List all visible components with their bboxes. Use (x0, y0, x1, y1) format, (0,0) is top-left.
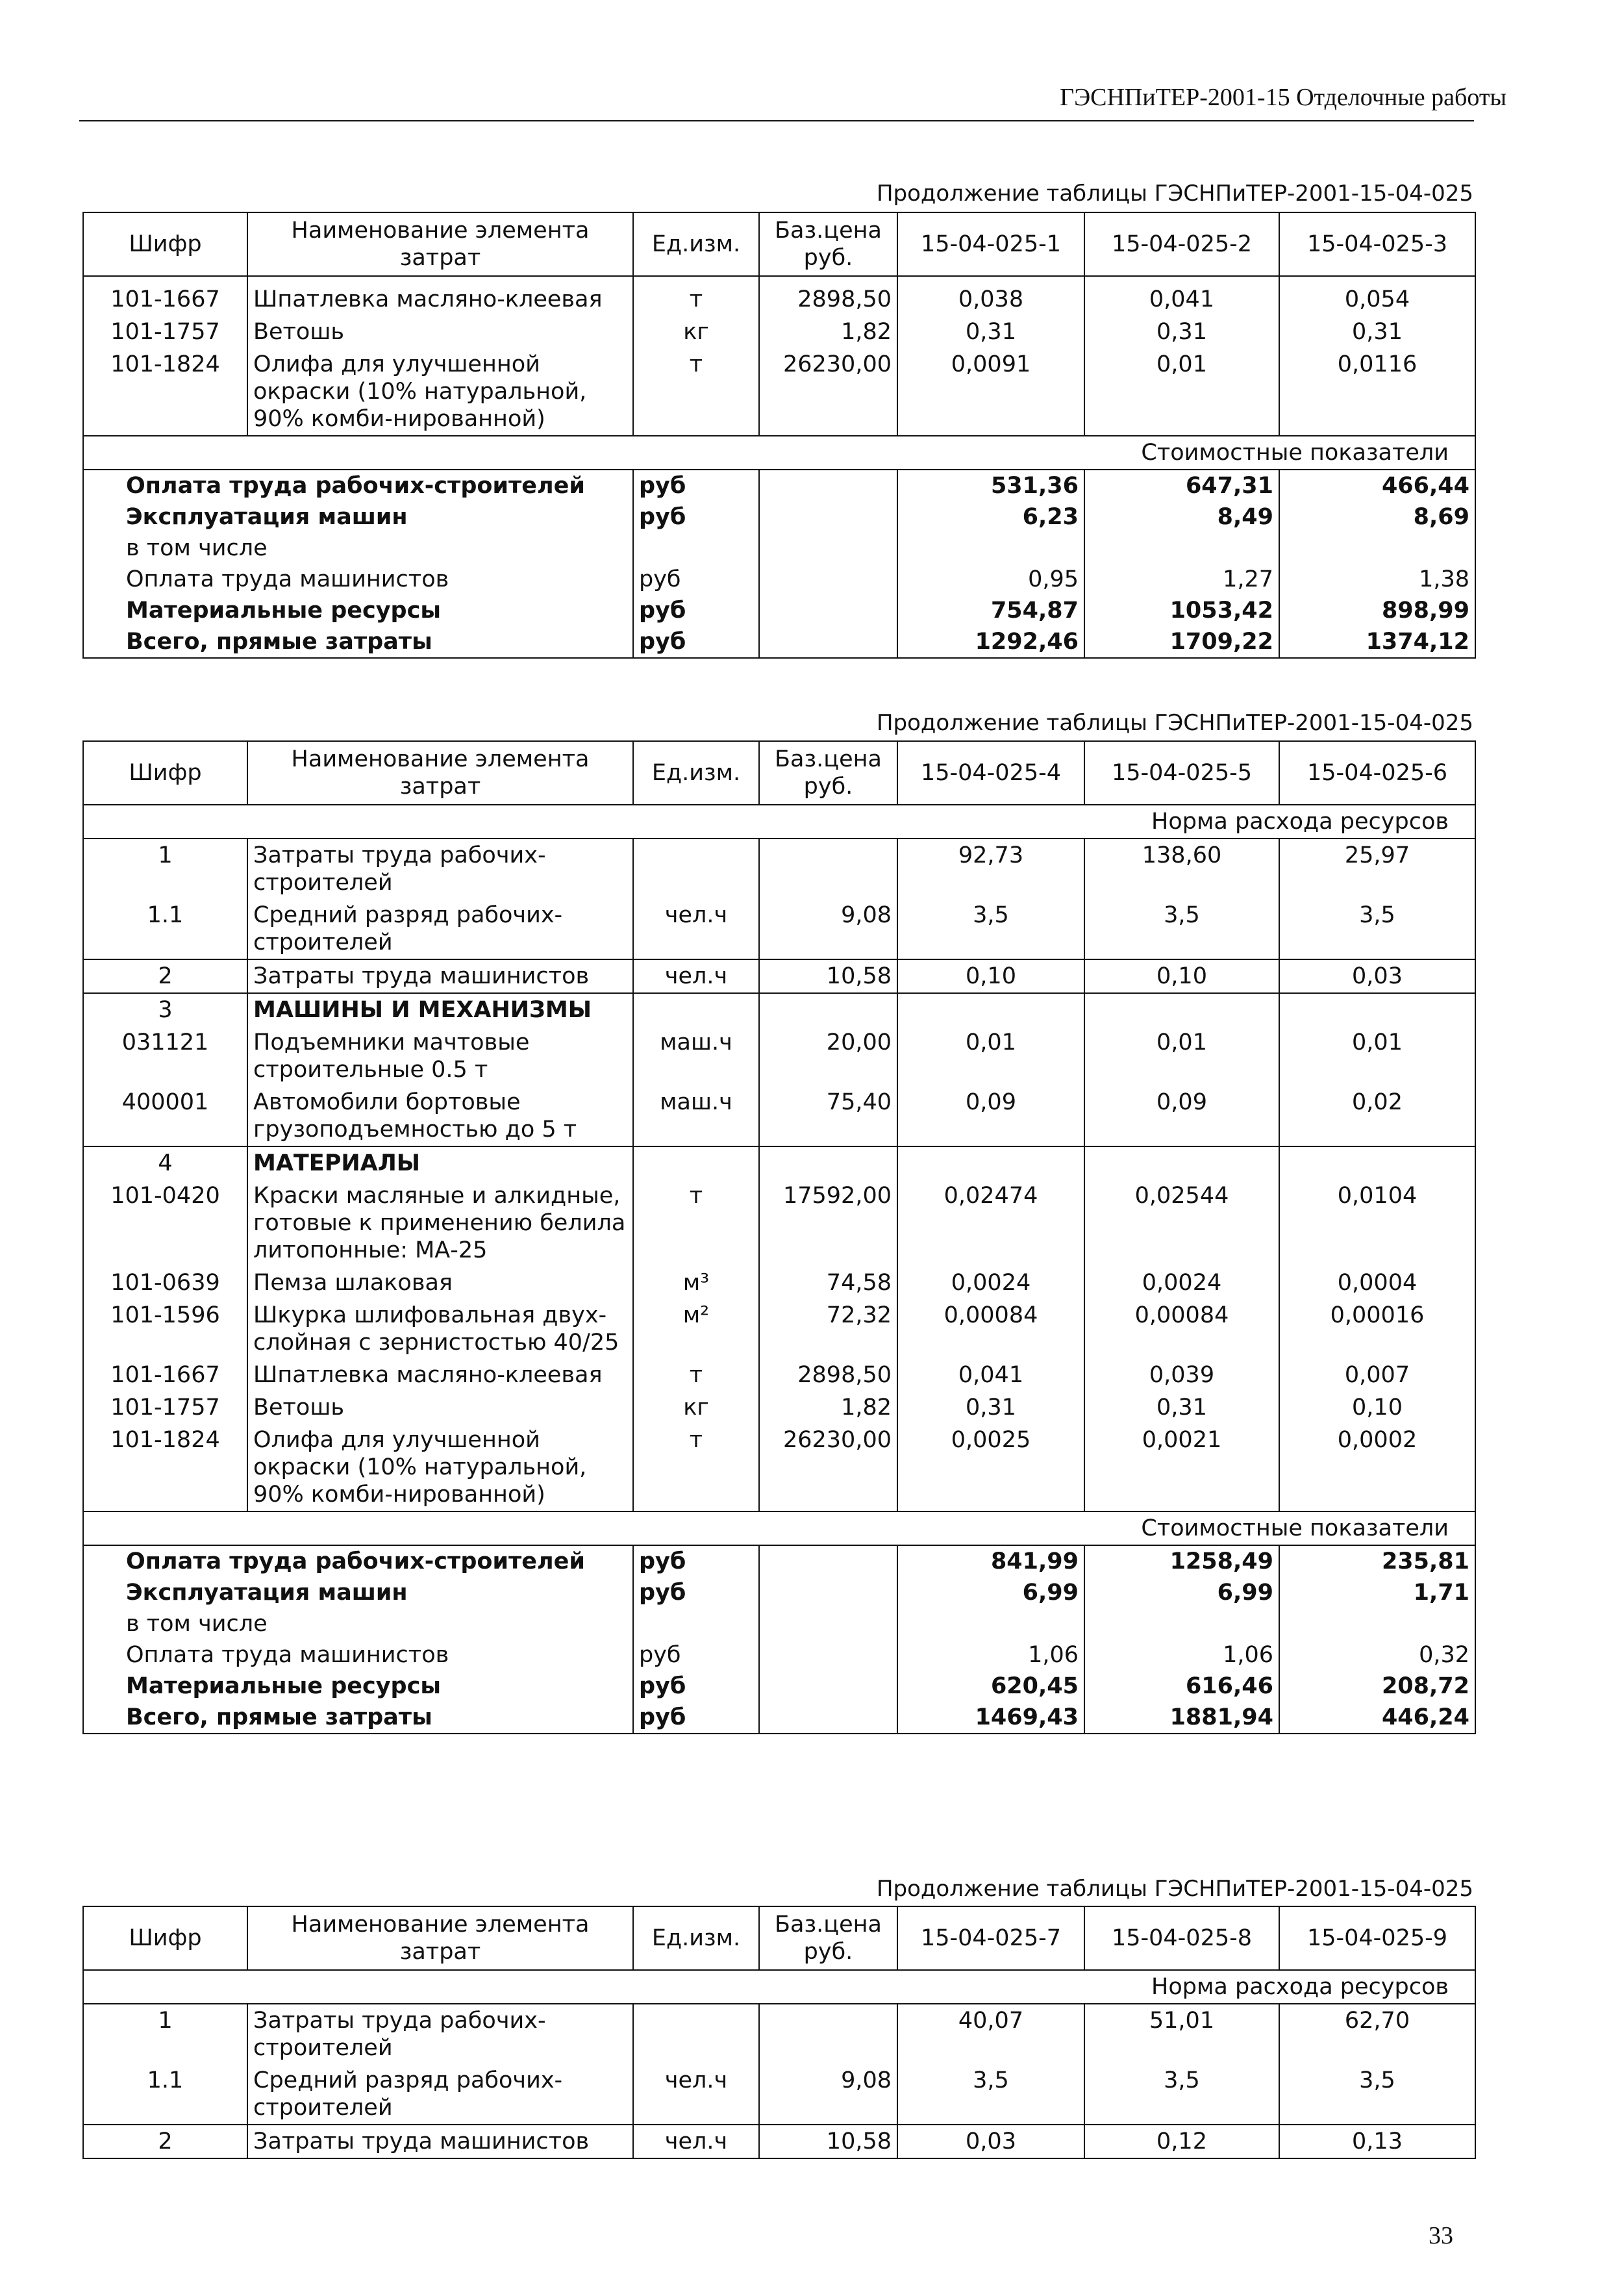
cost-name: Оплата труда рабочих-строителей (83, 470, 633, 501)
cost-row (83, 595, 1475, 626)
cost-name: Оплата труда машинистов (83, 1639, 633, 1671)
row-value-3: 0,007 (1279, 1359, 1475, 1391)
row-price: 10,58 (759, 2125, 897, 2158)
row-value-1: 40,07 (897, 2004, 1084, 2064)
cost-value-1: 0,95 (897, 564, 1084, 595)
row-value-3: 3,5 (1279, 899, 1475, 959)
cost-name: Оплата труда машинистов (83, 564, 633, 595)
row-price (759, 2004, 897, 2064)
row-value-2 (1084, 1146, 1279, 1180)
cost-unit: руб (633, 1545, 759, 1577)
cost-unit: руб (633, 470, 759, 501)
table3-caption: Продолжение таблицы ГЭСНПиТЕР-2001-15-04-025 (876, 1876, 1473, 1902)
row-code: 101-1667 (83, 276, 247, 316)
row-value-2: 0,10 (1084, 959, 1279, 993)
cost-unit: руб (633, 1702, 759, 1734)
col-header-name: Наименование элемента затрат (247, 741, 633, 805)
table-row (83, 1424, 1475, 1511)
row-name: Автомобили бортовые грузоподъемностью до 5 т (247, 1086, 633, 1146)
col-header-unit: Ед.изм. (633, 1906, 759, 1970)
row-code: 1.1 (83, 2064, 247, 2125)
table-row (83, 348, 1475, 436)
cost-price-empty (759, 564, 897, 595)
row-value-1: 92,73 (897, 839, 1084, 899)
resource-table-3 (82, 1906, 1476, 2159)
row-unit: маш.ч (633, 1086, 759, 1146)
row-price (759, 993, 897, 1026)
row-value-1: 0,10 (897, 959, 1084, 993)
row-price: 10,58 (759, 959, 897, 993)
table-row (83, 993, 1475, 1026)
cost-value-1: 754,87 (897, 595, 1084, 626)
row-name: Ветошь (247, 316, 633, 348)
row-unit: кг (633, 1391, 759, 1424)
cost-banner-row (83, 436, 1475, 470)
row-name: Шпатлевка масляно-клеевая (247, 276, 633, 316)
row-code: 1 (83, 2004, 247, 2064)
row-price: 1,82 (759, 1391, 897, 1424)
row-value-3: 25,97 (1279, 839, 1475, 899)
cost-row (83, 470, 1475, 501)
row-value-2: 0,09 (1084, 1086, 1279, 1146)
row-unit: чел.ч (633, 2125, 759, 2158)
row-code: 101-1596 (83, 1299, 247, 1359)
cost-unit: руб (633, 626, 759, 658)
cost-unit (633, 533, 759, 564)
cost-value-2: 8,49 (1084, 501, 1279, 533)
row-price: 74,58 (759, 1267, 897, 1299)
cost-value-2: 1709,22 (1084, 626, 1279, 658)
row-value-3: 0,054 (1279, 276, 1475, 316)
col-header-code: Шифр (83, 1906, 247, 1970)
row-unit: м² (633, 1299, 759, 1359)
cost-value-1: 531,36 (897, 470, 1084, 501)
row-price: 2898,50 (759, 276, 897, 316)
row-code: 1 (83, 839, 247, 899)
col-header-code-2: 15-04-025-5 (1084, 741, 1279, 805)
col-header-unit: Ед.изм. (633, 212, 759, 276)
row-value-1: 0,31 (897, 1391, 1084, 1424)
page-number: 33 (1429, 2222, 1453, 2249)
row-price: 26230,00 (759, 348, 897, 436)
table-row (83, 1359, 1475, 1391)
row-price: 9,08 (759, 2064, 897, 2125)
row-value-1: 0,041 (897, 1359, 1084, 1391)
row-name: Затраты труда машинистов (247, 2125, 633, 2158)
row-value-1: 0,0091 (897, 348, 1084, 436)
row-value-3: 0,01 (1279, 1026, 1475, 1086)
cost-unit: руб (633, 595, 759, 626)
row-name: Краски масляные и алкидные, готовые к применению белила литопонные: МА-25 (247, 1180, 633, 1267)
cost-value-2 (1084, 533, 1279, 564)
cost-unit: руб (633, 501, 759, 533)
row-value-2: 0,041 (1084, 276, 1279, 316)
row-code: 4 (83, 1146, 247, 1180)
row-name: Шкурка шлифовальная двух-слойная с зернистостью 40/25 (247, 1299, 633, 1359)
row-unit: маш.ч (633, 1026, 759, 1086)
row-value-2: 0,0021 (1084, 1424, 1279, 1511)
row-name: МАТЕРИАЛЫ (247, 1146, 633, 1180)
cost-row (83, 1639, 1475, 1671)
row-value-1 (897, 1146, 1084, 1180)
row-code: 400001 (83, 1086, 247, 1146)
cost-name: Материальные ресурсы (83, 595, 633, 626)
cost-row (83, 1702, 1475, 1734)
col-header-name: Наименование элемента затрат (247, 212, 633, 276)
row-value-3 (1279, 993, 1475, 1026)
row-value-2: 0,01 (1084, 1026, 1279, 1086)
norm-banner: Норма расхода ресурсов (83, 1970, 1475, 2004)
row-value-1: 0,31 (897, 316, 1084, 348)
table-row (83, 1146, 1475, 1180)
cost-value-3: 0,32 (1279, 1639, 1475, 1671)
row-value-1: 0,03 (897, 2125, 1084, 2158)
row-price: 75,40 (759, 1086, 897, 1146)
cost-unit: руб (633, 564, 759, 595)
row-unit: т (633, 1180, 759, 1267)
row-value-1: 3,5 (897, 899, 1084, 959)
cost-value-2: 1053,42 (1084, 595, 1279, 626)
cost-row (83, 1577, 1475, 1608)
cost-unit: руб (633, 1577, 759, 1608)
row-value-3: 0,00016 (1279, 1299, 1475, 1359)
col-header-code-1: 15-04-025-1 (897, 212, 1084, 276)
row-value-2: 0,039 (1084, 1359, 1279, 1391)
row-value-1: 0,0024 (897, 1267, 1084, 1299)
cost-unit (633, 1608, 759, 1639)
row-price: 9,08 (759, 899, 897, 959)
cost-value-3: 466,44 (1279, 470, 1475, 501)
row-price (759, 1146, 897, 1180)
cost-row (83, 1608, 1475, 1639)
row-unit: кг (633, 316, 759, 348)
col-header-price: Баз.цена руб. (759, 212, 897, 276)
cost-row (83, 1545, 1475, 1577)
row-code: 3 (83, 993, 247, 1026)
cost-value-2: 1,27 (1084, 564, 1279, 595)
col-header-code-2: 15-04-025-8 (1084, 1906, 1279, 1970)
cost-price-empty (759, 501, 897, 533)
row-unit: чел.ч (633, 2064, 759, 2125)
row-value-1: 0,02474 (897, 1180, 1084, 1267)
row-code: 101-1667 (83, 1359, 247, 1391)
row-value-2: 0,00084 (1084, 1299, 1279, 1359)
row-name: Подъемники мачтовые строительные 0.5 т (247, 1026, 633, 1086)
table-row (83, 276, 1475, 316)
row-code: 031121 (83, 1026, 247, 1086)
row-price: 1,82 (759, 316, 897, 348)
col-header-price: Баз.цена руб. (759, 741, 897, 805)
table1-caption: Продолжение таблицы ГЭСНПиТЕР-2001-15-04-025 (876, 181, 1473, 207)
cost-value-2: 6,99 (1084, 1577, 1279, 1608)
row-code: 101-1824 (83, 348, 247, 436)
row-value-3: 0,03 (1279, 959, 1475, 993)
cost-value-2: 647,31 (1084, 470, 1279, 501)
header-rule (79, 120, 1474, 121)
cost-value-2: 1258,49 (1084, 1545, 1279, 1577)
cost-price-empty (759, 1577, 897, 1608)
cost-value-3: 446,24 (1279, 1702, 1475, 1734)
row-value-3: 0,0104 (1279, 1180, 1475, 1267)
row-price: 26230,00 (759, 1424, 897, 1511)
cost-value-3: 1,38 (1279, 564, 1475, 595)
table-row (83, 959, 1475, 993)
cost-value-2: 1,06 (1084, 1639, 1279, 1671)
row-unit: чел.ч (633, 959, 759, 993)
header-row (83, 741, 1475, 805)
row-name: Средний разряд рабочих-строителей (247, 2064, 633, 2125)
table-row (83, 899, 1475, 959)
row-name: Затраты труда рабочих-строителей (247, 2004, 633, 2064)
row-code: 101-0420 (83, 1180, 247, 1267)
col-header-unit: Ед.изм. (633, 741, 759, 805)
cost-value-1 (897, 533, 1084, 564)
table2-caption: Продолжение таблицы ГЭСНПиТЕР-2001-15-04-025 (876, 710, 1473, 736)
header-row (83, 1906, 1475, 1970)
row-code: 101-0639 (83, 1267, 247, 1299)
row-code: 101-1757 (83, 1391, 247, 1424)
cost-value-1: 6,99 (897, 1577, 1084, 1608)
row-unit: чел.ч (633, 899, 759, 959)
col-header-code: Шифр (83, 212, 247, 276)
cost-price-empty (759, 1608, 897, 1639)
row-code: 2 (83, 2125, 247, 2158)
row-price: 72,32 (759, 1299, 897, 1359)
row-name: Средний разряд рабочих-строителей (247, 899, 633, 959)
row-unit: т (633, 1424, 759, 1511)
cost-value-3: 208,72 (1279, 1671, 1475, 1702)
table-row (83, 1180, 1475, 1267)
cost-value-2: 1881,94 (1084, 1702, 1279, 1734)
row-value-1: 0,01 (897, 1026, 1084, 1086)
row-price (759, 839, 897, 899)
col-header-code-2: 15-04-025-2 (1084, 212, 1279, 276)
row-value-3: 62,70 (1279, 2004, 1475, 2064)
row-value-2: 3,5 (1084, 2064, 1279, 2125)
cost-unit: руб (633, 1671, 759, 1702)
header-row (83, 212, 1475, 276)
table-row (83, 839, 1475, 899)
row-code: 101-1824 (83, 1424, 247, 1511)
table-row (83, 1086, 1475, 1146)
cost-name: Всего, прямые затраты (83, 1702, 633, 1734)
row-code: 2 (83, 959, 247, 993)
row-value-3: 0,13 (1279, 2125, 1475, 2158)
cost-row (83, 533, 1475, 564)
col-header-code-3: 15-04-025-3 (1279, 212, 1475, 276)
row-value-2: 51,01 (1084, 2004, 1279, 2064)
table-row (83, 1026, 1475, 1086)
row-value-3 (1279, 1146, 1475, 1180)
table-row (83, 1299, 1475, 1359)
cost-value-3: 1,71 (1279, 1577, 1475, 1608)
cost-name: Оплата труда рабочих-строителей (83, 1545, 633, 1577)
row-price: 20,00 (759, 1026, 897, 1086)
row-value-2: 0,01 (1084, 348, 1279, 436)
col-header-code: Шифр (83, 741, 247, 805)
cost-value-1: 620,45 (897, 1671, 1084, 1702)
cost-banner: Стоимостные показатели (83, 1511, 1475, 1545)
cost-name: Всего, прямые затраты (83, 626, 633, 658)
row-unit (633, 993, 759, 1026)
row-value-3: 0,02 (1279, 1086, 1475, 1146)
row-code: 1.1 (83, 899, 247, 959)
table-row (83, 1391, 1475, 1424)
row-value-1 (897, 993, 1084, 1026)
col-header-price: Баз.цена руб. (759, 1906, 897, 1970)
cost-value-3 (1279, 533, 1475, 564)
norm-banner: Норма расхода ресурсов (83, 805, 1475, 839)
row-value-1: 0,0025 (897, 1424, 1084, 1511)
row-value-2 (1084, 993, 1279, 1026)
row-name: Затраты труда машинистов (247, 959, 633, 993)
cost-price-empty (759, 1702, 897, 1734)
col-header-name: Наименование элемента затрат (247, 1906, 633, 1970)
cost-unit: руб (633, 1639, 759, 1671)
row-value-2: 0,31 (1084, 1391, 1279, 1424)
row-price: 17592,00 (759, 1180, 897, 1267)
row-value-3: 3,5 (1279, 2064, 1475, 2125)
cost-row (83, 1671, 1475, 1702)
row-value-1: 3,5 (897, 2064, 1084, 2125)
cost-row (83, 501, 1475, 533)
row-value-1: 0,00084 (897, 1299, 1084, 1359)
cost-name: Эксплуатация машин (83, 501, 633, 533)
row-unit: т (633, 276, 759, 316)
table-row (83, 2064, 1475, 2125)
running-header: ГЭСНПиТЕР-2001-15 Отделочные работы (1060, 84, 1506, 111)
row-value-3: 0,0004 (1279, 1267, 1475, 1299)
cost-value-1: 1,06 (897, 1639, 1084, 1671)
resource-table-1 (82, 212, 1476, 659)
row-name: Шпатлевка масляно-клеевая (247, 1359, 633, 1391)
row-unit: т (633, 1359, 759, 1391)
cost-price-empty (759, 470, 897, 501)
cost-name: в том числе (83, 533, 633, 564)
norm-banner-row (83, 1970, 1475, 2004)
cost-name: Эксплуатация машин (83, 1577, 633, 1608)
row-unit: т (633, 348, 759, 436)
cost-value-1 (897, 1608, 1084, 1639)
row-name: Олифа для улучшенной окраски (10% натуральной, 90% комби-нированной) (247, 1424, 633, 1511)
cost-banner: Стоимостные показатели (83, 436, 1475, 470)
table-row (83, 316, 1475, 348)
row-unit (633, 2004, 759, 2064)
norm-banner-row (83, 805, 1475, 839)
cost-name: в том числе (83, 1608, 633, 1639)
cost-value-2: 616,46 (1084, 1671, 1279, 1702)
cost-value-2 (1084, 1608, 1279, 1639)
row-value-3: 0,0002 (1279, 1424, 1475, 1511)
cost-value-3: 1374,12 (1279, 626, 1475, 658)
row-value-2: 3,5 (1084, 899, 1279, 959)
row-value-2: 0,12 (1084, 2125, 1279, 2158)
cost-price-empty (759, 1639, 897, 1671)
cost-value-1: 841,99 (897, 1545, 1084, 1577)
cost-value-1: 6,23 (897, 501, 1084, 533)
row-value-2: 0,0024 (1084, 1267, 1279, 1299)
cost-value-3: 235,81 (1279, 1545, 1475, 1577)
col-header-code-1: 15-04-025-4 (897, 741, 1084, 805)
cost-price-empty (759, 626, 897, 658)
cost-banner-row (83, 1511, 1475, 1545)
table-row (83, 2004, 1475, 2064)
row-value-1: 0,09 (897, 1086, 1084, 1146)
table-row (83, 1267, 1475, 1299)
cost-price-empty (759, 1671, 897, 1702)
cost-row (83, 564, 1475, 595)
row-unit (633, 1146, 759, 1180)
row-name: МАШИНЫ И МЕХАНИЗМЫ (247, 993, 633, 1026)
row-value-1: 0,038 (897, 276, 1084, 316)
row-name: Затраты труда рабочих-строителей (247, 839, 633, 899)
table-row (83, 2125, 1475, 2158)
row-price: 2898,50 (759, 1359, 897, 1391)
cost-price-empty (759, 1545, 897, 1577)
cost-value-1: 1469,43 (897, 1702, 1084, 1734)
row-value-2: 0,02544 (1084, 1180, 1279, 1267)
row-name: Пемза шлаковая (247, 1267, 633, 1299)
row-value-3: 0,0116 (1279, 348, 1475, 436)
cost-price-empty (759, 533, 897, 564)
resource-table-2 (82, 740, 1476, 1734)
row-unit: м³ (633, 1267, 759, 1299)
cost-price-empty (759, 595, 897, 626)
row-name: Ветошь (247, 1391, 633, 1424)
col-header-code-1: 15-04-025-7 (897, 1906, 1084, 1970)
row-value-2: 138,60 (1084, 839, 1279, 899)
row-value-2: 0,31 (1084, 316, 1279, 348)
row-code: 101-1757 (83, 316, 247, 348)
cost-row (83, 626, 1475, 658)
row-name: Олифа для улучшенной окраски (10% натуральной, 90% комби-нированной) (247, 348, 633, 436)
row-value-3: 0,31 (1279, 316, 1475, 348)
col-header-code-3: 15-04-025-9 (1279, 1906, 1475, 1970)
cost-value-3 (1279, 1608, 1475, 1639)
col-header-code-3: 15-04-025-6 (1279, 741, 1475, 805)
cost-value-3: 8,69 (1279, 501, 1475, 533)
cost-value-3: 898,99 (1279, 595, 1475, 626)
cost-value-1: 1292,46 (897, 626, 1084, 658)
row-unit (633, 839, 759, 899)
cost-name: Материальные ресурсы (83, 1671, 633, 1702)
row-value-3: 0,10 (1279, 1391, 1475, 1424)
